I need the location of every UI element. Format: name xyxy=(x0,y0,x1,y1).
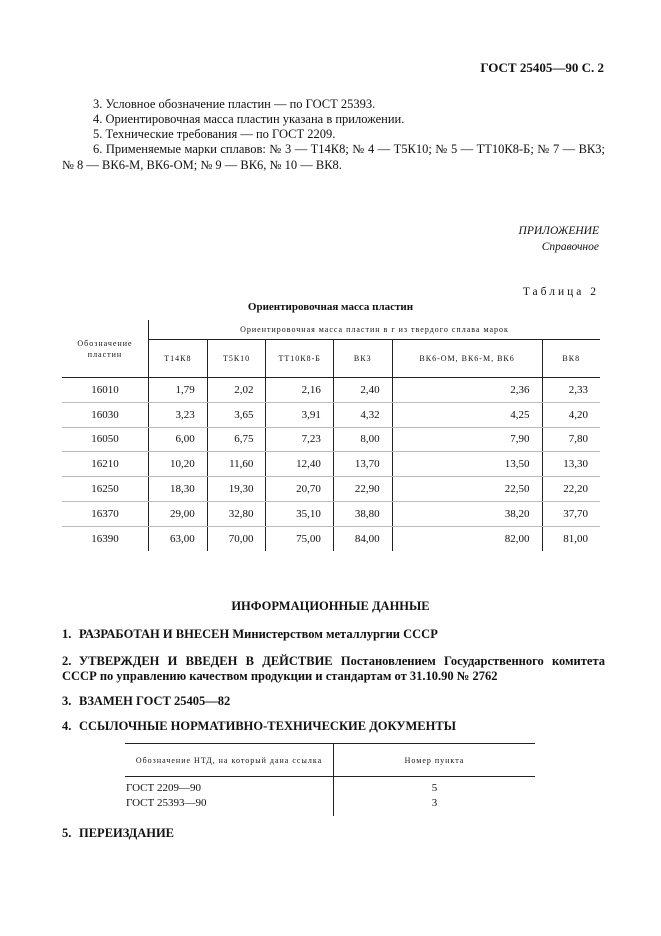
info-item-text: ССЫЛОЧНЫЕ НОРМАТИВНО-ТЕХНИЧЕСКИЕ ДОКУМЕНТЫ xyxy=(79,719,456,733)
refs-col-doc-header: Обозначение НТД, на который дана ссылка xyxy=(125,744,334,777)
info-item-text: УТВЕРЖДЕН И ВВЕДЕН В ДЕЙСТВИЕ Постановлением Государственного комитета СССР по управлению качеством продукции и стандартам от 31.10.90 № 2762 xyxy=(62,654,605,683)
table-cell: 2,16 xyxy=(266,378,333,403)
table-cell: 6,75 xyxy=(207,427,266,452)
info-title: ИНФОРМАЦИОННЫЕ ДАННЫЕ xyxy=(231,599,430,613)
table-row xyxy=(62,526,600,550)
table-cell: 16250 xyxy=(62,477,149,502)
table-cell: 29,00 xyxy=(149,501,208,526)
table-cell: 13,50 xyxy=(392,452,542,477)
table-cell: 82,00 xyxy=(392,526,542,550)
table-cell: 70,00 xyxy=(207,526,266,550)
col-header: Т14К8 xyxy=(149,340,208,378)
info-item-number: 4. xyxy=(62,719,72,733)
table-cell: 35,10 xyxy=(266,501,333,526)
table-cell: 84,00 xyxy=(333,526,392,550)
table-cell: 63,00 xyxy=(149,526,208,550)
table-cell: 4,20 xyxy=(542,402,600,427)
table-cell: 16210 xyxy=(62,452,149,477)
col-header: ВК3 xyxy=(333,340,392,378)
table-cell: 2,36 xyxy=(392,378,542,403)
table-cell: 4,32 xyxy=(333,402,392,427)
table-cell: 22,20 xyxy=(542,477,600,502)
info-item-number: 2. xyxy=(62,654,72,668)
table-cell: 1,79 xyxy=(149,378,208,403)
table-cell: 13,30 xyxy=(542,452,600,477)
table-cell: 2,02 xyxy=(207,378,266,403)
table-cell: 11,60 xyxy=(207,452,266,477)
table-cell: 13,70 xyxy=(333,452,392,477)
table-cell: 32,80 xyxy=(207,501,266,526)
appendix-title: ПРИЛОЖЕНИЕ xyxy=(518,225,599,237)
info-item-4 xyxy=(62,719,605,734)
table-row xyxy=(62,501,600,526)
table-cell: 12,40 xyxy=(266,452,333,477)
appendix-block xyxy=(519,223,599,255)
paragraph-6: 6. Применяемые марки сплавов: № 3 — Т14К8; № 4 — Т5К10; № 5 — ТТ10К8-Б; № 7 — ВК3; № 8 — ВК6-М, ВК6-ОМ; № 9 — ВК6, № 10 — ВК8. xyxy=(62,142,605,172)
table-cell: 3,91 xyxy=(266,402,333,427)
table-cell: 37,70 xyxy=(542,501,600,526)
refs-table xyxy=(125,743,535,816)
table-cell: 3,65 xyxy=(207,402,266,427)
table-cell: 6,00 xyxy=(149,427,208,452)
col-header: ВК6-ОМ, ВК6-М, ВК6 xyxy=(392,340,542,378)
table-cell: 16370 xyxy=(62,501,149,526)
table-cell: 38,80 xyxy=(333,501,392,526)
col-header: ТТ10К8-Б xyxy=(266,340,333,378)
col-header: Т5К10 xyxy=(207,340,266,378)
info-item-number: 3. xyxy=(62,694,72,708)
table-row xyxy=(125,796,535,816)
info-item-number: 1. xyxy=(62,627,72,641)
table-cell: 18,30 xyxy=(149,477,208,502)
paragraph-4: 4. Ориентировочная масса пластин указана в приложении. xyxy=(93,112,405,126)
table-cell: 16390 xyxy=(62,526,149,550)
table-cell: 19,30 xyxy=(207,477,266,502)
paragraph-3: 3. Условное обозначение пластин — по ГОСТ 25393. xyxy=(93,97,376,111)
mass-table xyxy=(62,320,600,551)
table-cell: 16010 xyxy=(62,378,149,403)
table-cell: 7,23 xyxy=(266,427,333,452)
table-cell: 75,00 xyxy=(266,526,333,550)
table-cell: 4,25 xyxy=(392,402,542,427)
appendix-subtitle: Справочное xyxy=(541,241,599,253)
page-header: ГОСТ 25405—90 С. 2 xyxy=(480,60,604,75)
table-label: Таблица 2 xyxy=(522,286,599,298)
table-cell: ГОСТ 2209—90 xyxy=(125,777,334,797)
info-item-text: ПЕРЕИЗДАНИЕ xyxy=(79,826,175,840)
table-cell: 2,33 xyxy=(542,378,600,403)
table-cell: 7,80 xyxy=(542,427,600,452)
paragraph-5: 5. Технические требования — по ГОСТ 2209. xyxy=(93,127,336,141)
table-cell: ГОСТ 25393—90 xyxy=(125,796,334,816)
table-cell: 16030 xyxy=(62,402,149,427)
table-cell: 8,00 xyxy=(333,427,392,452)
table-row xyxy=(62,452,600,477)
table-row xyxy=(62,378,600,403)
table-row xyxy=(62,477,600,502)
table-cell: 5 xyxy=(431,782,438,794)
col-header-designation: Обозначение пластин xyxy=(62,320,149,378)
table-cell: 38,20 xyxy=(392,501,542,526)
table-cell: 3 xyxy=(431,797,438,809)
info-item-2 xyxy=(62,654,605,684)
table-cell: 22,50 xyxy=(392,477,542,502)
info-item-text: РАЗРАБОТАН И ВНЕСЕН Министерством металлургии СССР xyxy=(79,627,438,641)
table-row xyxy=(125,777,535,797)
col-group-header: Ориентировочная масса пластин в г из твердого сплава марок xyxy=(149,320,601,340)
info-item-number: 5. xyxy=(62,826,72,840)
table-cell: 81,00 xyxy=(563,532,588,545)
info-item-1 xyxy=(62,627,605,642)
table-cell: 7,90 xyxy=(392,427,542,452)
table-cell: 2,40 xyxy=(333,378,392,403)
table-cell: 3,23 xyxy=(149,402,208,427)
info-item-3 xyxy=(62,694,605,709)
info-item-5 xyxy=(62,826,605,841)
table-row xyxy=(62,402,600,427)
refs-col-item-header: Номер пункта xyxy=(334,744,536,777)
table-cell: 22,90 xyxy=(333,477,392,502)
table-title: Ориентировочная масса пластин xyxy=(247,301,414,313)
table-cell: 20,70 xyxy=(266,477,333,502)
col-header: ВК8 xyxy=(542,340,600,378)
table-cell: 10,20 xyxy=(149,452,208,477)
table-row xyxy=(62,427,600,452)
table-cell: 16050 xyxy=(62,427,149,452)
info-item-text: ВЗАМЕН ГОСТ 25405—82 xyxy=(79,694,231,708)
